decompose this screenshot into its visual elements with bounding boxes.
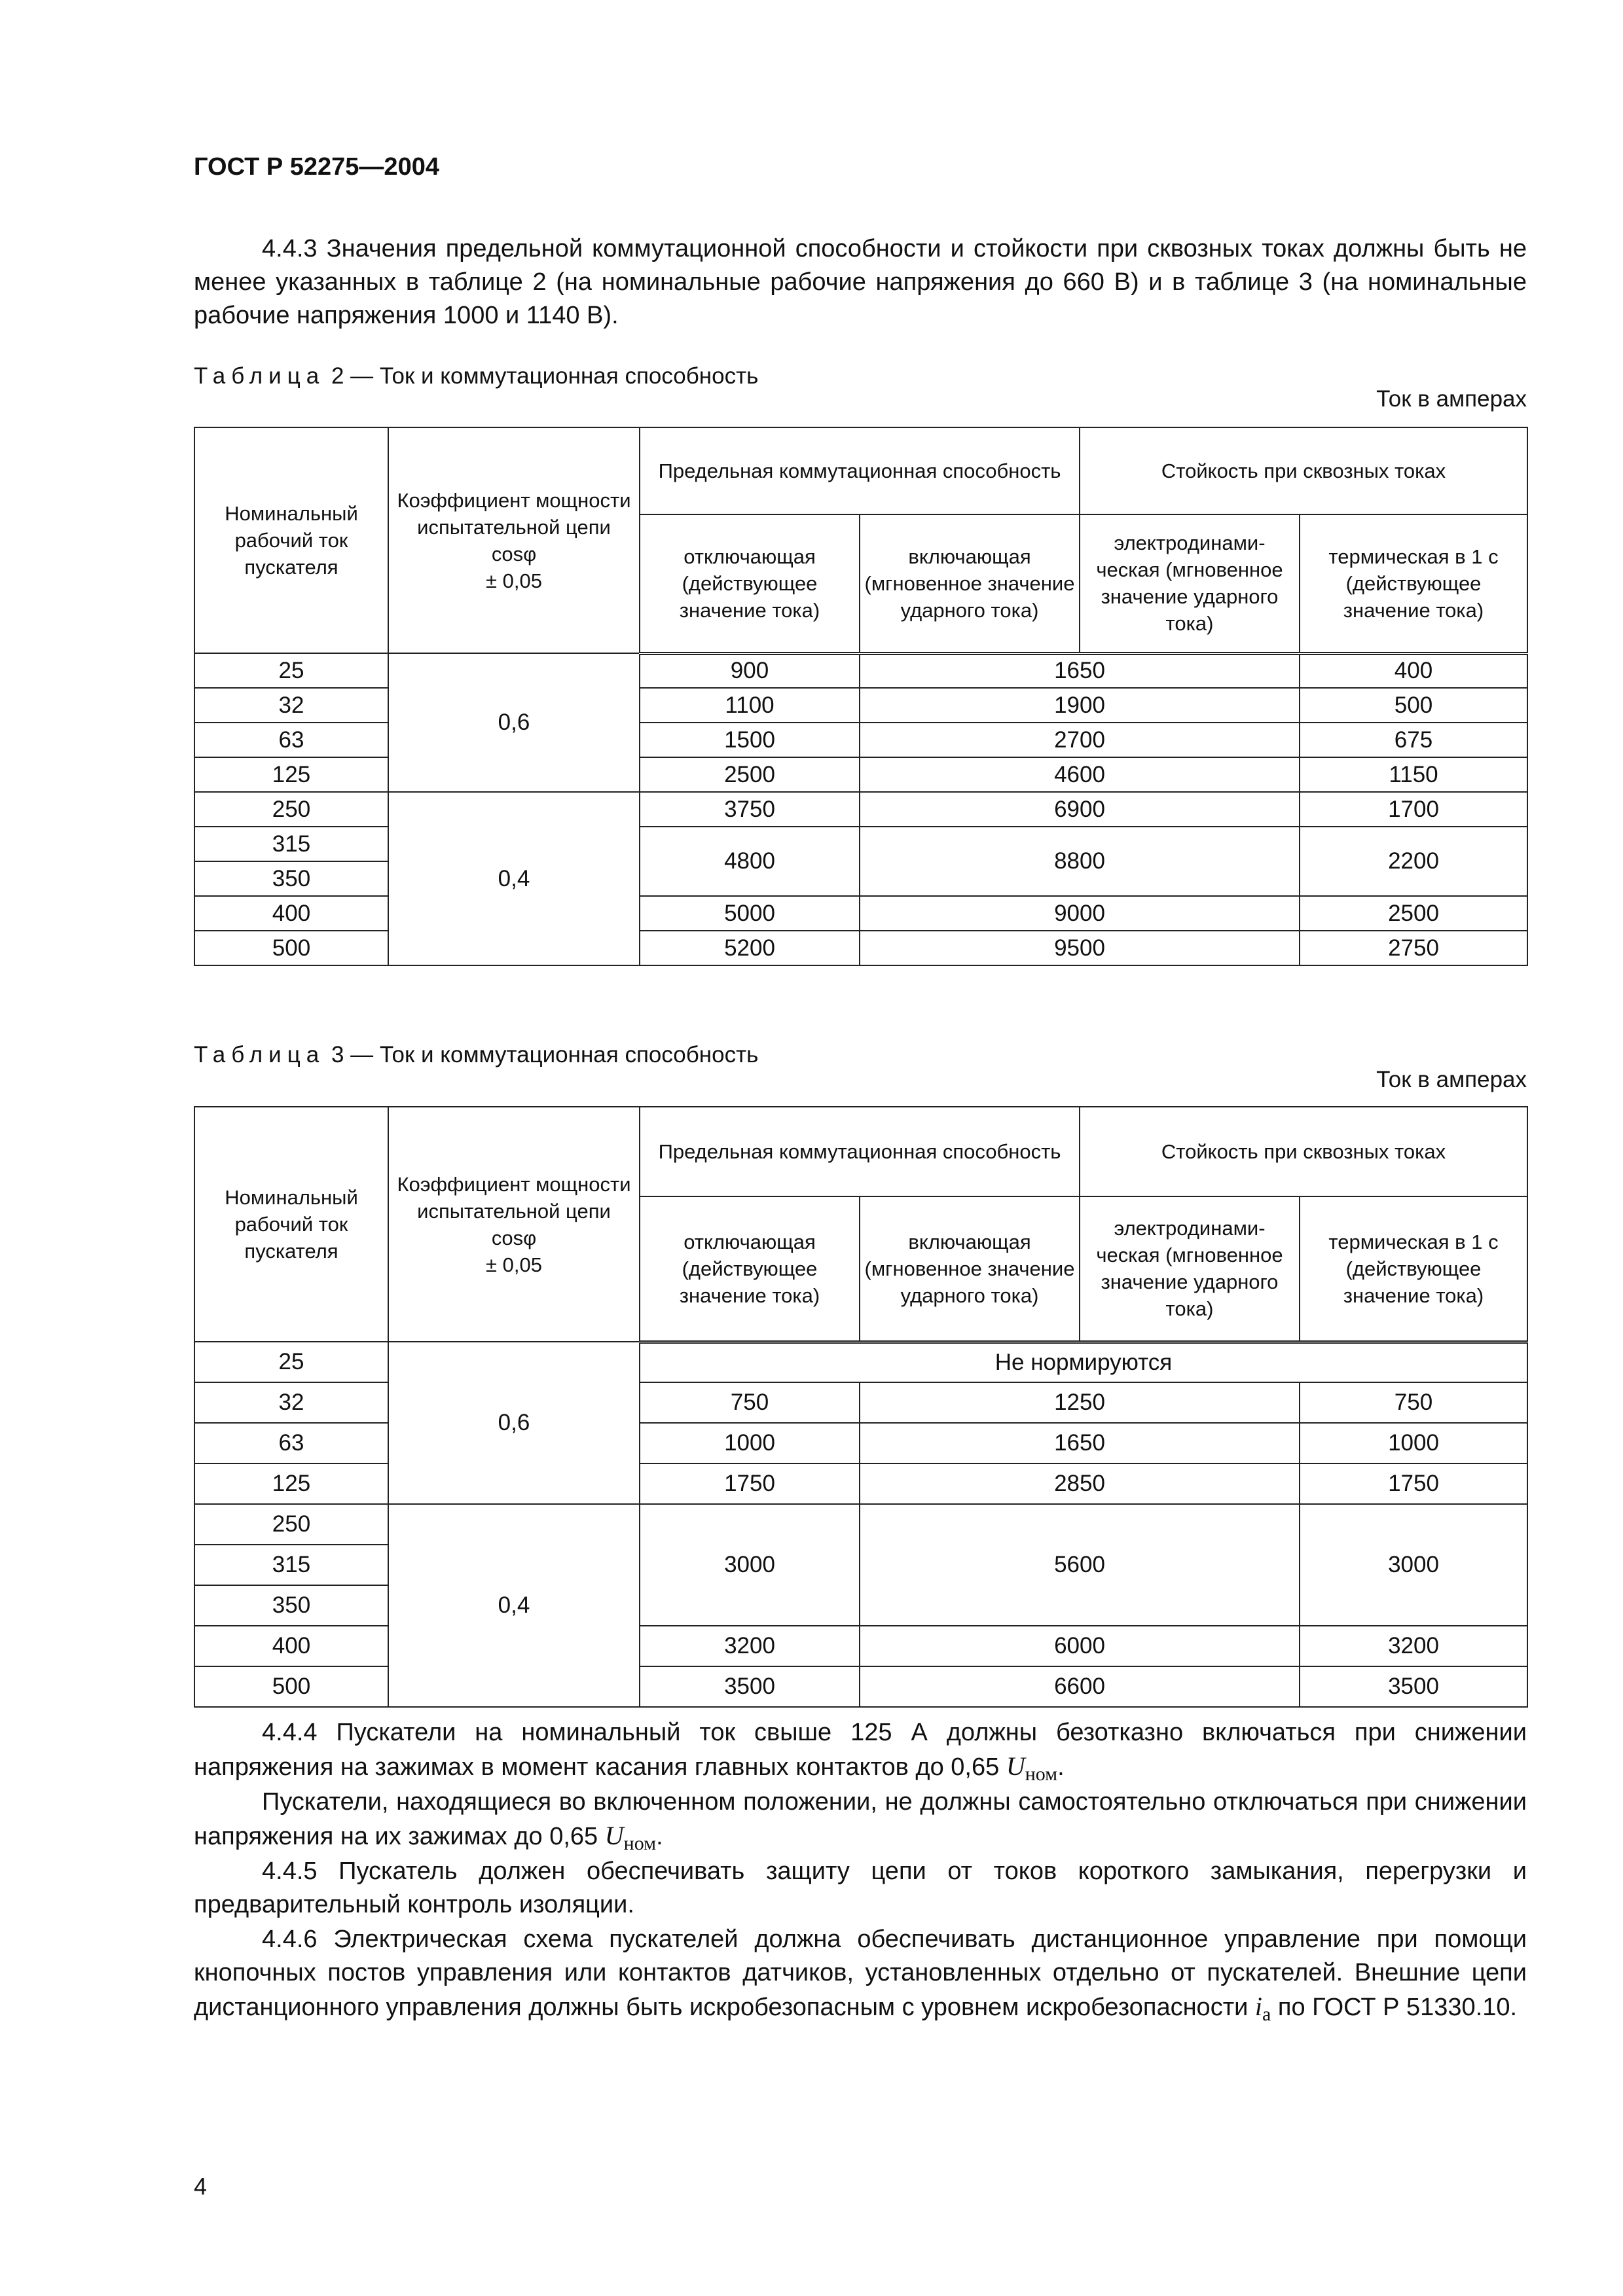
header-nominal-current: Номинальный рабочий ток пускателя — [194, 1107, 388, 1342]
cell-off: 5200 — [640, 931, 860, 965]
cell-current: 32 — [194, 688, 388, 723]
table2-caption-label: Таблица — [194, 363, 325, 389]
cell-not-normalized: Не нормируются — [640, 1342, 1527, 1382]
cell-thermal: 1150 — [1300, 757, 1527, 792]
cell-thermal: 1000 — [1300, 1423, 1527, 1463]
cell-coef: 0,6 — [388, 1342, 640, 1504]
cell-off: 3500 — [640, 1666, 860, 1707]
cell-dynamic: 1650 — [860, 653, 1300, 688]
table-row — [194, 792, 1527, 827]
table2-caption — [194, 363, 758, 389]
table-2 — [194, 427, 1528, 966]
cell-dynamic: 1900 — [860, 688, 1300, 723]
coef-label: Коэффициент мощности испытательной цепи — [397, 488, 631, 539]
u-nom-symbol: U — [604, 1821, 624, 1850]
cell-off: 1100 — [640, 688, 860, 723]
cell-off: 900 — [640, 653, 860, 688]
paragraph-4-4-3: 4.4.3 Значения предельной коммутационной способности и стойкости при сквозных токах должны быть не менее указанных в таблице 2 (на номинальные рабочие напряжения до 660 В) и в таблице 3 (на номинальные рабочие напряжения 1000 и 1140 В). — [194, 235, 1527, 329]
coef-symbol: cosφ — [491, 1226, 537, 1249]
cell-dynamic: 9000 — [860, 896, 1300, 931]
paragraph-4-4-4-b: Пускатели, находящиеся во включенном положении, не должны самостоятельно отключаться при снижении напряжения на их зажимах до 0,65 $U_{ном}$. — [194, 1788, 1527, 1854]
cell-off: 3750 — [640, 792, 860, 827]
p444b-text: Пускатели, находящиеся во включенном положении, не должны самостоятельно отключаться при снижении напряжения на их зажимах до 0,65 — [194, 1788, 1527, 1850]
standard-header: ГОСТ Р 52275—2004 — [194, 153, 439, 181]
cell-thermal: 500 — [1300, 688, 1527, 723]
cell-off: 5000 — [640, 896, 860, 931]
cell-dynamic: 2700 — [860, 723, 1300, 757]
cell-off: 1000 — [640, 1423, 860, 1463]
cell-coef: 0,4 — [388, 792, 640, 965]
table2-caption-title: 2 — Ток и коммутационная способность — [325, 363, 759, 389]
p446-text: 4.4.6 Электрическая схема пускателей должна обеспечивать дистанционное управление при помощи кнопочных постов управления или контактов датчиков, установленных отдельно от пускателей. Внешние цепи дистанционного управления должны быть искробезопасным с уровнем искробезопасности — [194, 1926, 1527, 2021]
u-nom-subscript: ном — [623, 1833, 657, 1854]
u-nom-subscript: ном — [1025, 1763, 1058, 1785]
cell-thermal: 1700 — [1300, 792, 1527, 827]
table3-unit: Ток в амперах — [1376, 1067, 1527, 1092]
coef-label: Коэффициент мощности испытательной цепи — [397, 1172, 631, 1223]
cell-coef: 0,4 — [388, 1504, 640, 1707]
cell-dynamic: 2850 — [860, 1463, 1300, 1504]
cell-dynamic: 4600 — [860, 757, 1300, 792]
header-power-coefficient — [388, 427, 640, 653]
cell-current: 500 — [194, 931, 388, 965]
paragraph-4-4-4: 4.4.4 Пускатели на номинальный ток свыше 125 А должны безотказно включаться при снижении напряжения на зажимах в момент касания главных контактов до 0,65 $U_{ном}$. — [194, 1719, 1527, 1785]
cell-dynamic: 1250 — [860, 1382, 1300, 1423]
cell-thermal: 400 — [1300, 653, 1527, 688]
coef-symbol: cosφ — [491, 542, 537, 565]
cell-thermal: 3200 — [1300, 1626, 1527, 1666]
cell-thermal: 3500 — [1300, 1666, 1527, 1707]
table-row — [194, 1504, 1527, 1545]
cell-current: 400 — [194, 1626, 388, 1666]
table-3 — [194, 1106, 1528, 1708]
cell-dynamic: 6000 — [860, 1626, 1300, 1666]
header-breaking-capacity: Предельная коммутационная способность — [640, 1107, 1080, 1196]
table3-caption-title: 3 — Ток и коммутационная способность — [325, 1042, 759, 1067]
cell-current: 125 — [194, 757, 388, 792]
cell-thermal: 1750 — [1300, 1463, 1527, 1504]
cell-off: 2500 — [640, 757, 860, 792]
cell-off: 3200 — [640, 1626, 860, 1666]
header-on: включающая (мгновенное значение ударного тока) — [860, 514, 1080, 653]
page-number: 4 — [194, 2173, 208, 2200]
paragraph-4-4-5: 4.4.5 Пускатель должен обеспечивать защиту цепи от токов короткого замыкания, перегрузки и предварительный контроль изоляции. — [194, 1857, 1527, 1918]
cell-thermal: 2500 — [1300, 896, 1527, 931]
cell-current: 25 — [194, 653, 388, 688]
cell-off: 3000 — [640, 1504, 860, 1626]
cell-off: 4800 — [640, 827, 860, 896]
header-thermal: термическая в 1 с (действующее значение тока) — [1300, 1196, 1527, 1342]
cell-current: 350 — [194, 1585, 388, 1626]
cell-thermal: 3000 — [1300, 1504, 1527, 1626]
cell-off: 1500 — [640, 723, 860, 757]
i-a-symbol: i — [1254, 1992, 1263, 2021]
cell-dynamic: 6600 — [860, 1666, 1300, 1707]
p444-text: 4.4.4 Пускатели на номинальный ток свыше 125 А должны безотказно включаться при снижении напряжения на зажимах в момент касания главных контактов до 0,65 — [194, 1719, 1527, 1781]
paragraph-4-4-6 — [194, 1923, 1527, 2031]
cell-thermal: 675 — [1300, 723, 1527, 757]
cell-current: 63 — [194, 723, 388, 757]
cell-coef: 0,6 — [388, 653, 640, 792]
cell-current: 250 — [194, 792, 388, 827]
table3-caption — [194, 1042, 758, 1068]
cell-current: 25 — [194, 1342, 388, 1382]
header-power-coefficient — [388, 1107, 640, 1342]
header-breaking-capacity: Предельная коммутационная способность — [640, 427, 1080, 514]
u-nom-symbol: U — [1006, 1751, 1025, 1781]
cell-dynamic: 5600 — [860, 1504, 1300, 1626]
table2-unit: Ток в амперах — [1376, 386, 1527, 412]
cell-current: 315 — [194, 827, 388, 861]
header-nominal-current: Номинальный рабочий ток пускателя — [194, 427, 388, 653]
cell-dynamic: 8800 — [860, 827, 1300, 896]
table-row — [194, 653, 1527, 688]
cell-current: 500 — [194, 1666, 388, 1707]
header-dynamic: электродинами-ческая (мгновенное значение ударного тока) — [1080, 514, 1300, 653]
cell-thermal: 2750 — [1300, 931, 1527, 965]
cell-dynamic: 9500 — [860, 931, 1300, 965]
header-off: отключающая (действующее значение тока) — [640, 1196, 860, 1342]
cell-current: 400 — [194, 896, 388, 931]
cell-current: 350 — [194, 861, 388, 896]
cell-current: 315 — [194, 1545, 388, 1585]
header-on: включающая (мгновенное значение ударного тока) — [860, 1196, 1080, 1342]
header-withstand: Стойкость при сквозных токах — [1080, 1107, 1527, 1196]
cell-off: 1750 — [640, 1463, 860, 1504]
p446-tail: по ГОСТ Р 51330.10. — [1271, 1994, 1518, 2021]
cell-current: 125 — [194, 1463, 388, 1504]
i-a-subscript: a — [1262, 2003, 1271, 2025]
cell-current: 250 — [194, 1504, 388, 1545]
cell-current: 63 — [194, 1423, 388, 1463]
header-thermal: термическая в 1 с (действующее значение тока) — [1300, 514, 1527, 653]
cell-current: 32 — [194, 1382, 388, 1423]
coef-tolerance: ± 0,05 — [486, 1253, 542, 1276]
header-dynamic: электродинами-ческая (мгновенное значение ударного тока) — [1080, 1196, 1300, 1342]
cell-dynamic: 1650 — [860, 1423, 1300, 1463]
cell-thermal: 2200 — [1300, 827, 1527, 896]
header-off: отключающая (действующее значение тока) — [640, 514, 860, 653]
cell-thermal: 750 — [1300, 1382, 1527, 1423]
cell-dynamic: 6900 — [860, 792, 1300, 827]
cell-off: 750 — [640, 1382, 860, 1423]
coef-tolerance: ± 0,05 — [486, 569, 542, 592]
table-row — [194, 1342, 1527, 1382]
header-withstand: Стойкость при сквозных токах — [1080, 427, 1527, 514]
table3-caption-label: Таблица — [194, 1042, 325, 1067]
